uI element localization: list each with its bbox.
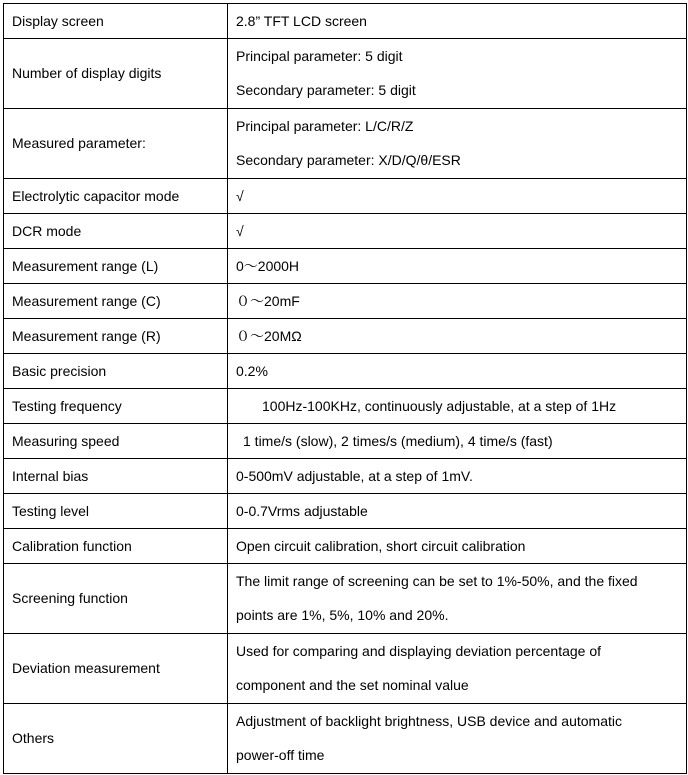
table-row [4,4,687,39]
row-label: Measurement range (C) [4,284,228,319]
value-line: 0-500mV adjustable, at a step of 1mV. [236,467,473,484]
row-value [228,354,687,389]
value-line: 0.2% [236,362,268,379]
row-value [228,109,687,179]
row-value [228,494,687,529]
row-value [228,284,687,319]
row-label: Number of display digits [4,39,228,109]
value-line: Principal parameter: 5 digit [236,48,403,64]
value-line: 2.8” TFT LCD screen [236,12,367,29]
table-row [4,319,687,354]
row-label: Screening function [4,564,228,634]
row-label: Testing frequency [4,389,228,424]
row-label: Calibration function [4,529,228,564]
row-value [228,424,687,459]
table-row [4,389,687,424]
row-label: Display screen [4,4,228,39]
row-value [228,4,687,39]
value-line: Secondary parameter: X/D/Q/θ/ESR [236,152,461,168]
table-row [4,179,687,214]
row-value [228,214,687,249]
row-value [228,249,687,284]
table-row [4,284,687,319]
value-line: Secondary parameter: 5 digit [236,82,416,98]
table-row [4,459,687,494]
value-line: points are 1%, 5%, 10% and 20%. [236,607,449,623]
value-line: Principal parameter: L/C/R/Z [236,118,414,134]
value-line: ０～20MΩ [236,327,302,344]
row-label: Deviation measurement [4,634,228,704]
row-label: Internal bias [4,459,228,494]
row-label: Testing level [4,494,228,529]
row-label: Measured parameter: [4,109,228,179]
value-line: 100Hz-100KHz, continuously adjustable, at a step of 1Hz [262,397,617,414]
value-line: component and the set nominal value [236,677,469,693]
table-row [4,634,687,704]
row-value [228,459,687,494]
table-row [4,704,687,774]
table-row [4,424,687,459]
value-line: power-off time [236,747,325,763]
row-value [228,529,687,564]
checkmark-icon: √ [236,187,244,204]
row-value [228,179,687,214]
row-label: Electrolytic capacitor mode [4,179,228,214]
table-row [4,249,687,284]
value-line: Open circuit calibration, short circuit calibration [236,537,526,554]
row-value [228,39,687,109]
value-line: 1 time/s (slow), 2 times/s (medium), 4 time/s (fast) [243,432,553,449]
table-row [4,39,687,109]
table-row [4,214,687,249]
table-row [4,109,687,179]
row-label: Basic precision [4,354,228,389]
row-value [228,704,687,774]
value-line: 0～2000H [236,257,300,274]
row-value [228,319,687,354]
table-row [4,494,687,529]
checkmark-icon: √ [236,222,244,239]
row-value [228,634,687,704]
value-line: 0-0.7Vrms adjustable [236,502,368,519]
row-label: Measurement range (R) [4,319,228,354]
value-line: Adjustment of backlight brightness, USB device and automatic [236,713,622,729]
row-label: Measuring speed [4,424,228,459]
row-label: Others [4,704,228,774]
row-value [228,564,687,634]
table-row [4,529,687,564]
table-row [4,354,687,389]
row-label: DCR mode [4,214,228,249]
row-value [228,389,687,424]
row-label: Measurement range (L) [4,249,228,284]
spec-table [3,3,687,774]
table-row [4,564,687,634]
value-line: The limit range of screening can be set to 1%-50%, and the fixed [236,573,638,589]
value-line: Used for comparing and displaying deviation percentage of [236,643,602,659]
value-line: ０～20mF [236,292,300,309]
